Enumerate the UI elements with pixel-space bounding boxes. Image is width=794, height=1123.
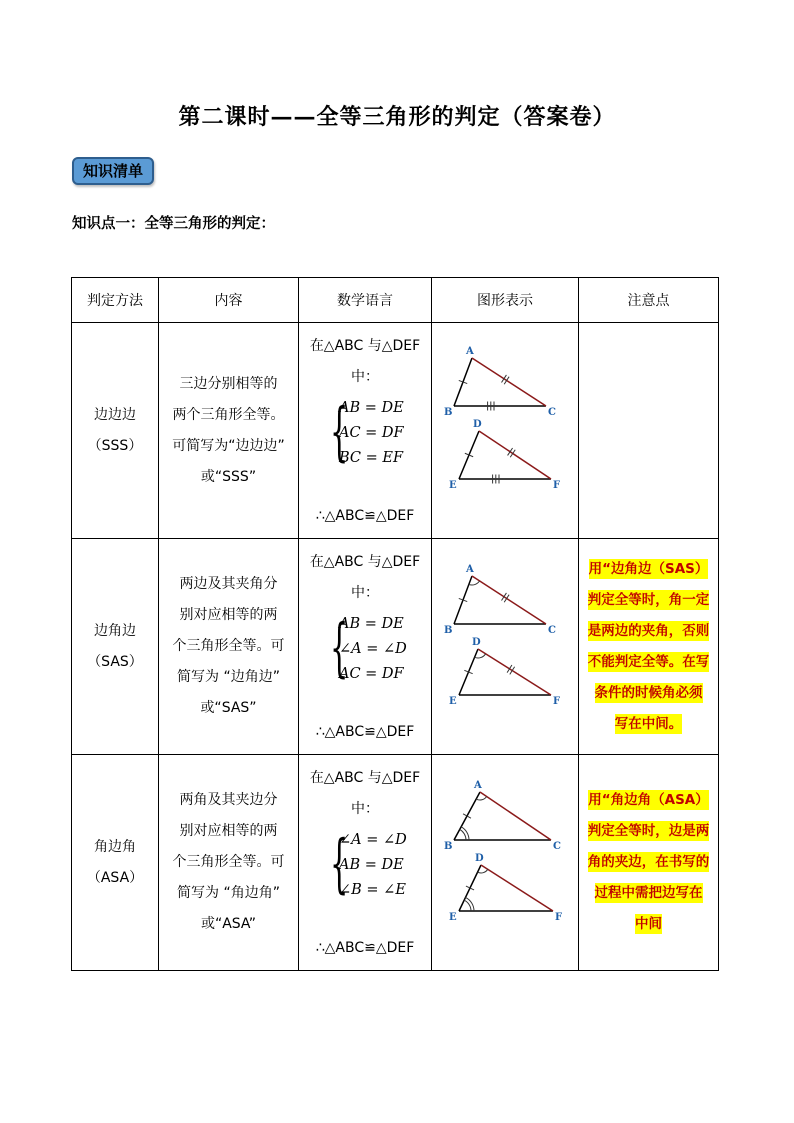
criteria-table (71, 277, 719, 971)
triangle-def-side-ac (481, 865, 553, 911)
triangle-abc-vertex-label: A (474, 779, 482, 791)
method-text: 边边边 (94, 406, 136, 423)
note-line (579, 709, 718, 740)
triangle-def-vertex-label: E (449, 911, 457, 923)
note-line (579, 909, 718, 940)
note-cell (579, 539, 719, 755)
math-conclusion: ∴△ABC≌△DEF (315, 940, 415, 956)
table-row-sss (72, 323, 719, 539)
note-highlight: 角的夹边，在书写的 (587, 854, 710, 870)
note-line (579, 878, 718, 909)
content-text: 或“SAS” (200, 700, 257, 716)
triangle-def-vertex-label: F (553, 695, 561, 707)
content-text: 两边及其夹角分 (179, 576, 278, 592)
brace-symbol: { (330, 611, 349, 685)
math-cell (299, 755, 432, 971)
brace-symbol: { (330, 395, 349, 469)
note-highlight: 中间 (635, 916, 662, 932)
condition-equation: AC = DF (339, 425, 404, 441)
note-line (579, 585, 718, 616)
table-row-sas (72, 539, 719, 755)
math-intro (299, 331, 431, 393)
content-text: 可简写为“边边边” (172, 437, 285, 454)
content-text: 三边分别相等的 (179, 375, 278, 392)
note-cell (579, 755, 719, 971)
figure-cell (432, 755, 579, 971)
triangle-abc-vertex-label: C (548, 406, 556, 418)
content-cell (159, 539, 299, 755)
math-intro-line: 中： (351, 369, 379, 385)
header-math: 数学语言 (299, 278, 432, 323)
triangle-abc-vertex-label: C (553, 840, 561, 852)
note-line (579, 816, 718, 847)
triangle-group (444, 564, 560, 707)
content-text: 简写为 “边角边” (177, 669, 280, 685)
note-line (579, 647, 718, 678)
header-content: 内容 (159, 278, 299, 323)
triangle-abc-vertex-label: A (466, 563, 474, 575)
content-text: 别对应相等的两 (179, 607, 278, 623)
method-text: （SAS） (87, 653, 143, 670)
triangle-group (444, 780, 562, 923)
math-intro-line: 在△ABC 与△DEF (309, 770, 421, 786)
triangle-abc-vertex-label: B (444, 840, 453, 852)
method-text: （ASA） (86, 869, 144, 886)
triangle-abc-vertex-label: A (466, 345, 474, 357)
triangle-def-vertex-label: D (472, 636, 481, 648)
method-text: 角边角 (94, 838, 136, 855)
math-intro-line: 在△ABC 与△DEF (309, 338, 421, 354)
header-method: 判定方法 (72, 278, 159, 323)
content-text: 个三角形全等。可 (172, 638, 285, 654)
note-highlight: 判定全等时，角一定 (587, 591, 710, 608)
note-highlight: 写在中间。 (614, 715, 683, 732)
note-highlight: 过程中需把边写在 (594, 885, 703, 901)
triangle-def-vertex-label: E (449, 479, 457, 491)
math-cell (299, 539, 432, 755)
note-line (579, 678, 718, 709)
header-figure: 图形表示 (432, 278, 579, 323)
condition-equation: AB = DE (339, 616, 404, 632)
note-line (579, 554, 718, 585)
content-text: 个三角形全等。可 (172, 854, 285, 870)
math-cell (299, 323, 432, 539)
condition-equation: ∠A = ∠D (339, 832, 407, 848)
note-line (579, 847, 718, 878)
content-text: 两角及其夹边分 (179, 792, 278, 808)
content-text: 两个三角形全等。 (172, 406, 285, 423)
section-heading: 知识点一：全等三角形的判定： (72, 216, 275, 232)
angle-arc (465, 897, 474, 911)
figure-cell (432, 539, 579, 755)
section-badge: 知识清单 (72, 157, 154, 185)
condition-list (339, 828, 449, 903)
triangle-figure (432, 324, 578, 538)
triangle-def-side-ac (479, 431, 551, 479)
condition-equation: AB = DE (339, 400, 404, 416)
content-cell (159, 755, 299, 971)
method-cell (72, 323, 159, 539)
content-text: 简写为 “角边角” (177, 885, 280, 901)
angle-arc (464, 900, 471, 911)
condition-equation: ∠B = ∠E (339, 882, 406, 898)
content-cell (159, 323, 299, 539)
condition-list (339, 612, 449, 687)
triangle-figure (432, 540, 578, 754)
condition-list (339, 396, 449, 471)
triangle-def-vertex-label: F (555, 911, 563, 923)
header-notes: 注意点 (579, 278, 719, 323)
condition-equation: AC = DF (339, 666, 404, 682)
triangle-abc-side-ac (472, 576, 546, 624)
triangle-figure (432, 756, 578, 970)
angle-arc (460, 829, 466, 840)
triangle-abc-side-ac (472, 358, 546, 406)
math-intro-line: 中： (351, 585, 379, 601)
method-cell (72, 539, 159, 755)
note-highlight: 不能判定全等。在写 (587, 653, 710, 670)
triangle-def-vertex-label: D (473, 418, 482, 430)
triangle-abc-side-ac (480, 792, 551, 840)
triangle-abc-vertex-label: C (548, 624, 556, 636)
content-text: 或“ASA” (200, 916, 257, 932)
method-cell (72, 755, 159, 971)
math-intro (299, 763, 431, 825)
triangle-abc-vertex-label: B (444, 406, 453, 418)
triangle-def-vertex-label: E (449, 695, 457, 707)
math-intro-line: 在△ABC 与△DEF (309, 554, 421, 570)
method-text: 边角边 (94, 622, 136, 639)
figure-cell (432, 323, 579, 539)
math-conclusion: ∴△ABC≌△DEF (315, 508, 415, 524)
note-highlight: 用“角边角（ASA） (588, 792, 709, 808)
note-highlight: 是两边的夹角，否则 (587, 622, 710, 639)
triangle-group (444, 346, 560, 491)
triangle-def-vertex-label: D (475, 852, 484, 864)
triangle-def-vertex-label: F (553, 479, 561, 491)
math-conclusion: ∴△ABC≌△DEF (315, 724, 415, 740)
content-text: 别对应相等的两 (179, 823, 278, 839)
note-line (579, 616, 718, 647)
page-title: 第二课时——全等三角形的判定（答案卷） (178, 104, 616, 130)
note-line (579, 785, 718, 816)
note-highlight: 条件的时候角必须 (594, 684, 703, 701)
triangle-def-side-ac (478, 649, 551, 695)
condition-equation: BC = EF (339, 450, 404, 466)
condition-equation: AB = DE (339, 857, 404, 873)
triangle-abc-vertex-label: B (444, 624, 453, 636)
condition-equation: ∠A = ∠D (339, 641, 407, 657)
note-highlight: 用“边角边（SAS） (588, 560, 709, 577)
angle-arc (461, 826, 469, 839)
note-highlight: 判定全等时，边是两 (587, 823, 710, 839)
math-intro-line: 中： (351, 801, 379, 817)
table-row-asa (72, 755, 719, 971)
math-intro (299, 547, 431, 609)
content-text: 或“SSS” (200, 468, 257, 485)
brace-symbol: { (330, 827, 349, 901)
method-text: （SSS） (87, 437, 143, 454)
note-cell (579, 323, 719, 539)
table-header-row (72, 278, 719, 323)
